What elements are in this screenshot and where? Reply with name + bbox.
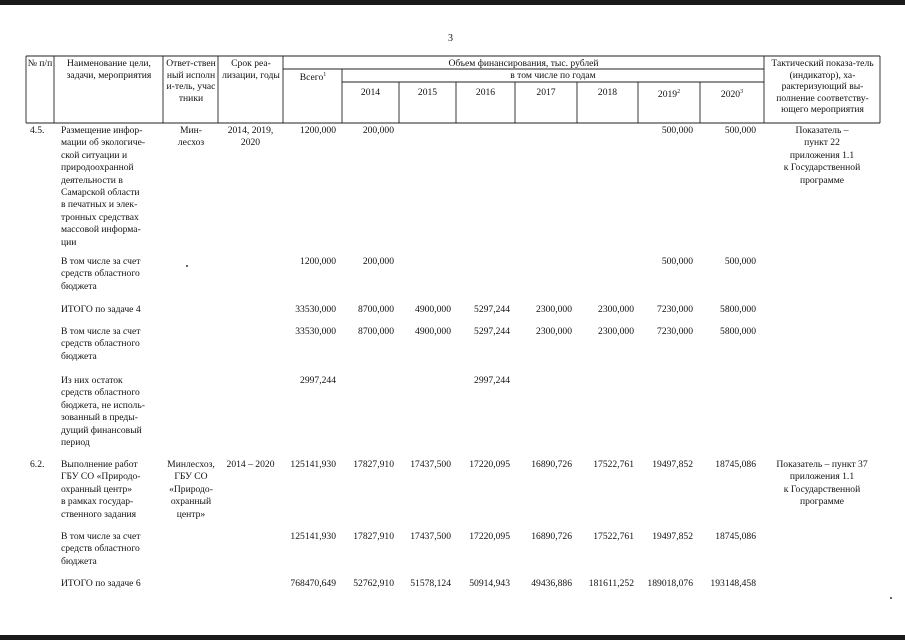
row-name-line: природоохранной: [61, 162, 134, 174]
row-name: [61, 375, 145, 449]
row-responsible-line: охранный: [170, 496, 212, 508]
row-year-2014: 8700,000: [358, 304, 394, 315]
row-year-2020: 5800,000: [720, 304, 756, 315]
row-year-2019: 189018,076: [647, 578, 693, 589]
row-year-2017: 49436,886: [531, 578, 572, 589]
header-total-sup: 1: [323, 72, 327, 78]
row-year-2014: 17827,910: [353, 531, 394, 542]
row-year-2016: 5297,244: [474, 304, 510, 315]
header-total-text: Всего: [299, 72, 324, 84]
header-total: [285, 70, 341, 84]
row-term-line: 2014, 2019,: [227, 125, 274, 136]
row-name-line: средств областного: [61, 338, 140, 350]
row-name-line: средств областного: [61, 268, 140, 280]
row-responsible-line: лесхоз: [177, 137, 205, 149]
header-year-sup: 2: [677, 89, 681, 95]
row-total: 1200,000: [300, 125, 336, 136]
row-total: 125141,930: [290, 459, 336, 470]
row-name-line: Из них остаток: [61, 375, 123, 386]
row-year-2020: 193148,458: [710, 578, 756, 589]
row-year-2019: 500,000: [661, 125, 693, 136]
row-indicator-line: программе: [799, 496, 845, 508]
row-number: [30, 459, 44, 471]
row-year-2020: 18745,086: [715, 531, 756, 542]
row-year-2020: 18745,086: [715, 459, 756, 470]
row-indicator-line: приложения 1.1: [789, 149, 855, 161]
row-year-2019: 19497,852: [652, 459, 693, 470]
row-name-line: в рамках государ-: [61, 496, 134, 508]
header-year-sup: 3: [740, 89, 744, 95]
row-year-2014: 8700,000: [358, 326, 394, 337]
row-term-line: 2014 – 2020: [226, 459, 275, 470]
row-name-line: В том числе за счет: [61, 326, 141, 337]
row-indicator-line: приложения 1.1: [789, 471, 855, 483]
row-indicator-line: программе: [799, 174, 845, 186]
row-responsible-line: «Природо-: [169, 483, 213, 495]
row-indicator: [765, 125, 879, 187]
header-year-2016: 2016: [475, 87, 496, 98]
row-name-line: бюджета, не исполь-: [61, 399, 145, 411]
row-year-2014: 200,000: [362, 125, 394, 136]
row-name: [61, 304, 141, 316]
row-name-line: в печатных и элек-: [61, 199, 138, 211]
row-name: [61, 125, 145, 249]
row-total: 125141,930: [290, 531, 336, 542]
row-responsible-line: ГБУ СО: [174, 471, 208, 483]
header-volume: Объем финансирования, тыс. рублей: [448, 58, 599, 69]
row-year-2017: 2300,000: [536, 326, 572, 337]
header-name: Наименование цели, задачи, мероприятия: [66, 58, 152, 81]
row-year-2017: 16890,726: [531, 531, 572, 542]
row-name-line: мации об экологиче-: [61, 137, 146, 149]
row-number-line: 4.5.: [30, 125, 45, 136]
row-indicator-line: Показатель – пункт 37: [776, 459, 868, 470]
row-year-2016: 50914,943: [469, 578, 510, 589]
row-year-2017: 16890,726: [531, 459, 572, 470]
header-term: Срок реа-лизации, годы: [222, 58, 280, 81]
row-name-line: Самарской области: [61, 187, 140, 199]
row-year-2016: 17220,095: [469, 531, 510, 542]
row-year-2018: 17522,761: [593, 531, 634, 542]
row-total: 2997,244: [300, 375, 336, 386]
row-year-2019: 500,000: [661, 256, 693, 267]
header-year-2018: 2018: [597, 87, 618, 98]
row-name-line: ственного задания: [61, 508, 137, 520]
row-name-line: ГБУ СО «Природо-: [61, 471, 141, 483]
row-year-2018: 2300,000: [598, 326, 634, 337]
row-indicator-line: к Государственной: [783, 483, 861, 495]
row-total: 33530,000: [295, 326, 336, 337]
header-indicator: Тактический показа-тель (индикатор), ха-рактеризующий вы-полнение соответству-ющего мероприятия: [771, 58, 874, 116]
row-year-2015: 51578,124: [410, 578, 451, 589]
row-year-2016: 2997,244: [474, 375, 510, 386]
row-year-2020: 500,000: [724, 125, 756, 136]
header-num-text: № п/п: [27, 58, 53, 69]
row-name-line: ской ситуации и: [61, 149, 128, 161]
header-by-years: в том числе по годам: [510, 70, 596, 81]
row-indicator-line: к Государственной: [783, 162, 861, 174]
row-name: [61, 256, 140, 293]
row-indicator-line: пункт 22: [804, 137, 840, 149]
row-year-2014: 200,000: [362, 256, 394, 267]
row-name-line: дущий финансовый: [61, 424, 142, 436]
row-year-2020: 500,000: [724, 256, 756, 267]
header-year-2017: 2017: [536, 87, 556, 98]
header-year-2014: 2014: [360, 87, 381, 98]
row-year-2017: 2300,000: [536, 304, 572, 315]
row-name-line: деятельности в: [61, 174, 123, 186]
row-total: 33530,000: [295, 304, 336, 315]
row-responsible-line: Минлесхоз,: [167, 459, 215, 470]
row-responsible-line: центр»: [176, 508, 206, 520]
row-year-2019: 19497,852: [652, 531, 693, 542]
row-year-2015: 4900,000: [415, 304, 451, 315]
scan-speck: [186, 265, 188, 267]
row-responsible: [164, 459, 218, 521]
row-number: [30, 125, 44, 137]
row-year-2018: 181611,252: [588, 578, 634, 589]
row-name: [61, 459, 140, 521]
row-year-2014: 17827,910: [353, 459, 394, 470]
row-name-line: В том числе за счет: [61, 531, 141, 542]
row-name-line: зованный в преды-: [61, 412, 138, 424]
scan-speck: [890, 597, 892, 599]
header-year-2019: 2019$^2$: [657, 89, 681, 101]
row-year-2015: 4900,000: [415, 326, 451, 337]
row-term-line: 2020: [240, 137, 261, 149]
row-name: [61, 531, 140, 568]
row-name-line: массовой информа-: [61, 224, 141, 236]
row-responsible: [164, 125, 218, 150]
row-year-2020: 5800,000: [720, 326, 756, 337]
header-responsible: Ответ-ственный исполни-тель, участники: [166, 58, 216, 104]
page-number: 3: [448, 33, 453, 44]
row-year-2015: 17437,500: [410, 459, 451, 470]
header-year-2020: 2020$^3$: [720, 89, 744, 101]
row-name-line: ИТОГО по задаче 6: [61, 578, 141, 589]
row-total: 768470,649: [290, 578, 336, 589]
row-name-line: бюджета: [61, 555, 97, 567]
row-name-line: тронных средствах: [61, 211, 139, 223]
row-indicator: [765, 459, 879, 509]
row-year-2018: 2300,000: [598, 304, 634, 315]
header-year-2015: 2015: [417, 87, 438, 98]
row-name-line: В том числе за счет: [61, 256, 141, 267]
row-name-line: бюджета: [61, 280, 97, 292]
row-name: [61, 578, 141, 590]
row-indicator-line: Показатель –: [795, 125, 849, 136]
row-name: [61, 326, 140, 363]
row-year-2015: 17437,500: [410, 531, 451, 542]
row-year-2014: 52762,910: [353, 578, 394, 589]
row-total: 1200,000: [300, 256, 336, 267]
row-name-line: ИТОГО по задаче 4: [61, 304, 141, 315]
row-name-line: Выполнение работ: [61, 459, 138, 470]
row-responsible-line: Мин-: [180, 125, 202, 136]
row-year-2016: 17220,095: [469, 459, 510, 470]
row-year-2018: 17522,761: [593, 459, 634, 470]
row-name-line: бюджета: [61, 350, 97, 362]
row-name-line: ции: [61, 236, 77, 248]
row-name-line: охранный центр»: [61, 483, 133, 495]
row-name-line: Размещение инфор-: [61, 125, 143, 136]
header-num: [27, 58, 53, 70]
row-number-line: 6.2.: [30, 459, 45, 470]
row-name-line: средств областного: [61, 543, 140, 555]
row-year-2019: 7230,000: [657, 304, 693, 315]
row-name-line: средств областного: [61, 387, 140, 399]
row-name-line: период: [61, 437, 90, 449]
row-year-2019: 7230,000: [657, 326, 693, 337]
row-year-2016: 5297,244: [474, 326, 510, 337]
